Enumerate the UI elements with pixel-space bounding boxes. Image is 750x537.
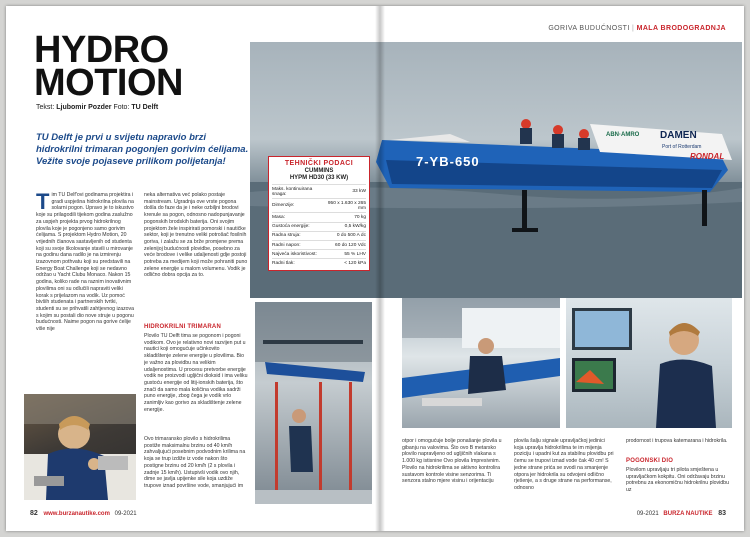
photo-workshop-student	[24, 394, 136, 500]
author-name: Ljubomir Pozder	[56, 104, 112, 111]
page-number-right: 83	[718, 510, 726, 517]
spec-row: Masa: 70 kg	[272, 213, 366, 222]
page-number-left: 82	[30, 510, 38, 517]
spec-row: Radni tlak: < 120 kPa	[272, 259, 366, 268]
title-line-1: HYDRO	[34, 29, 169, 71]
photo-workshop-illustration	[24, 394, 136, 500]
photo-engineer-computer	[566, 298, 732, 428]
body-column-4: plovila šalju signale upravljačkoj jedinici koja upravlja hidrokrilima te im mijenja poziciju i upadni kut za stabilnu plovidbu pri čemu se trupovi iznad vode čak 40 cm! S jedne strane prića se svodi na smanjenje otpora jer hidrokrila su odvojeni odlično rješenje, a s druge strane na performanse, odnosno	[514, 438, 614, 491]
magazine-spread	[6, 6, 744, 531]
spine-gutter	[375, 6, 385, 531]
body-column-3: otpor i omogućuje bolje ponašanje plovila u gibanju na valovima. Što ovo B metarsko plovilo napravljeno od ugljičnih vlakana s 1.000 kg istisnine Ovo plovila Impresivnim. Plovilo na hidrokrilima se aktivno kontrolira sustavom kontrole visine senzorima. Ti senzora stalno mjere visinu i orijentaciju	[402, 438, 502, 485]
computer-illustration	[566, 298, 732, 428]
section-name: GORIVA BUDUĆNOSTI	[548, 25, 630, 32]
body-column-2c: Ovo trimaransko plovilo s hidrokrilima postiže maksimalnu brzinu od 40 km/h zahvaljujući posebnim podvodnim krilima na koja se trup izdiže iz vode nakon što postigne brzinu od 20 km/h (2 s plovila i zadnje 15 km/h). Ustupivši vodik ovo njih, dime se javlja upijenke sile koja uzdiže trupove iznad površine vode, smanjujući im	[144, 436, 246, 489]
footer-site: www.burzanautike.com	[43, 511, 110, 517]
tech-specs-model: HYPM HD30 (33 KW)	[289, 175, 349, 181]
spec-row: Radni napon: 60 do 120 Vdc	[272, 240, 366, 249]
spec-row: Radna struja: 0 do 500 A dc	[272, 231, 366, 240]
spec-row: Maks. kontinuirana snaga: 33 kW	[272, 185, 366, 199]
sponsor-rondal: RONDAL	[690, 152, 725, 161]
lab-illustration	[255, 302, 372, 504]
footer-brand: BURZA NAUTIKE	[663, 511, 713, 517]
body-column-2: neka alternativa već polako postaje mainstream. Ugradnja ove vrste pogona došla do faze da je i neke ozbiljni brodovi krenule sa pogon, odnosno nadopunjavanje pogonskih brodskih baterija. Oni svojim projektom žele inspirirati pomorski i nautičke sektor, koji je trenutno veliki potrošač fosilnih goriva, i zalažu se za brže promjene prema zelenijoj budućnosti plovidbe, posebno za veće brodove i velike udaljenosti gdje postoji potreba za medijem koji može pohraniti puno zelene energije u malom volumenu. Vodik je odlično dobra opcija za to.	[144, 192, 248, 279]
sponsor-abn-amro: ABN·AMRO	[606, 132, 640, 138]
photo-credit: TU Delft	[131, 104, 159, 111]
tech-specs-table	[272, 184, 366, 268]
title-line-2: MOTION	[34, 62, 183, 104]
article-title	[34, 29, 183, 104]
tech-specs-box	[268, 156, 370, 271]
footer-date-left: 09-2021	[114, 511, 137, 517]
article-credits: Tekst: Ljubomir Pozder Foto: TU Delft	[36, 104, 159, 111]
boat-hull-number: 7-YB-650	[416, 154, 480, 169]
photo-assembly-hull	[402, 298, 560, 428]
subsection-name: MALA BRODOGRADNJA	[636, 25, 726, 32]
photo-lab-hull	[255, 302, 372, 504]
body-column-5: prodornost i trupova katemarana i hidrokrila.	[626, 438, 728, 444]
spec-row: Dimenzije: 950 x 1.630 x 265 mm	[272, 199, 366, 213]
section-subhead-drive: POGONSKI DIO	[626, 458, 674, 464]
spec-row: Gustoća energije: 0,5 kW/kg	[272, 222, 366, 231]
sponsor-damen: DAMEN	[660, 130, 697, 141]
footer-right	[637, 510, 726, 517]
body-column-1: Tim TU Delf'ovi godinama projektira i gradi uspješna hidrokrilna plovila na solarni pogon. Upravo je to iskustvo koje su prilagodili tijekom godina zaslužno za uspjeh projekta prvog hidrokrilnog plovila koje je pogonjeno samo gorivim ćelijama. S projektom Hydro Motion, 20 vrijednih članova sastavljenih od studenta koji su svoje školovanje stavili u mirovanje na godinu dana radilo je na izmirenju izazovnom pothvatu koji su predstavili na Energy Boat Challenge koji se nedavno održao u Yacht Clubu Monaco. Nakon 15 godina, koliko rade na raznim inovativnim plovilima oni su odlučili napraviti veliki korak s prijelazom na vodik. Uz pomoć bivših studenata i partnerskih tvrtki, studenti su se prihvatili zahtjevnog izazova s kojim su postali dio nove struje u pogonu budućnosti. Naime pogon na gorive ćelije više nije	[36, 192, 135, 333]
spec-row: Najveća iskoristivost: 55 % LHV	[272, 250, 366, 259]
section-subhead-hydrofoil: HIDROKRILNI TRIMARAN	[144, 324, 221, 330]
drop-cap: T	[36, 192, 50, 214]
assembly-illustration	[402, 298, 560, 428]
body-column-5b: Plovilom upravljaju tri pilota smještena u upravljačkom kokpitu. Oni održavaju brzinu potrebnu za ekonomičnu hidrokrilnu plovidbu uz	[626, 467, 729, 494]
footer-date-right: 09-2021	[636, 511, 659, 517]
body-column-2b: Plovilo TU Delft tima se pogonom i pogoni vodikom. Ovo je relativno novi razvijen put u nautici koji omogućuje učinkovito skladištenje zelene energije u plovilima. Bio je važno za plovidbu na velikim udaljenostima. U procesu pretvorbe energije vodik ne proizvodi ugljični dioksid i ima veliku gustoću energije od litij-ionskih baterija, što znači da samo mala količina vodika sadrži puno energije, zbog čega je vodik vrlo zanimljiv kao gorivo za skladištenje zelene energije.	[144, 333, 248, 413]
tech-specs-heading: TEHNIČKI PODACI	[284, 160, 354, 167]
sponsor-port-of-rotterdam: Port of Rotterdam	[662, 144, 702, 150]
section-kicker: GORIVA BUDUĆNOSTI | MALA BRODOGRADNJA	[548, 25, 726, 32]
tech-specs-model-brand: CUMMINS	[304, 168, 334, 174]
footer-left	[30, 510, 137, 517]
article-lead: TU Delft je prvi u svijetu napravio brzi hidrokrilni trimaran pogonjen gorivim ćelijama. Vežite svoje pojaseve prilikom polijetanja!	[36, 132, 249, 167]
